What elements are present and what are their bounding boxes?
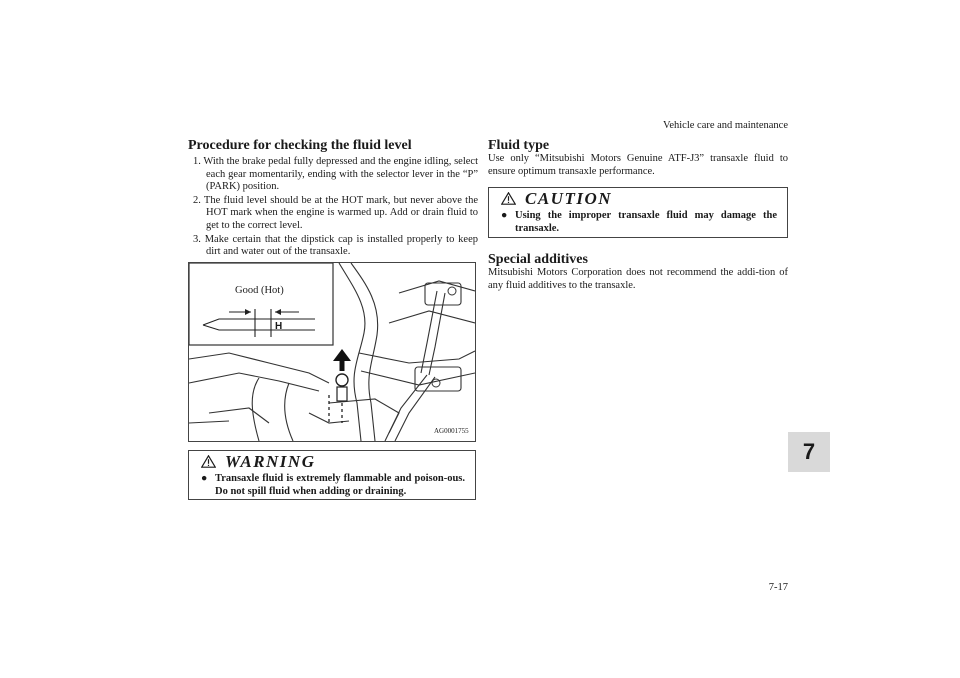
running-header: Vehicle care and maintenance bbox=[662, 120, 788, 131]
procedure-steps bbox=[188, 156, 478, 260]
hot-mark-label: H bbox=[275, 321, 283, 332]
additives-text: Mitsubishi Motors Corporation does not recommend the addi-tion of any fluid additives to the transaxle. bbox=[488, 267, 788, 291]
additives-heading: Special additives bbox=[488, 252, 588, 267]
fluid-type-heading: Fluid type bbox=[488, 138, 550, 153]
figure-code: AG0001755 bbox=[434, 427, 469, 435]
warning-title: WARNING bbox=[225, 452, 316, 471]
caution-title: CAUTION bbox=[525, 189, 613, 208]
page-number: 7-17 bbox=[768, 582, 788, 593]
inset-label: Good (Hot) bbox=[235, 285, 284, 296]
warning-triangle-icon bbox=[201, 455, 216, 468]
procedure-step-1: 1. With the brake pedal fully depressed and the engine idling, select each gear momentarily, ending with the selector lever in the “P” (PARK) position. bbox=[193, 156, 478, 193]
warning-box bbox=[188, 450, 476, 500]
procedure-step-3: 3. Make certain that the dipstick cap is installed properly to keep dirt and water out of the transaxle. bbox=[193, 233, 478, 258]
warning-triangle-icon bbox=[501, 192, 516, 205]
procedure-step-2: 2. The fluid level should be at the HOT mark, but never above the HOT mark when the engine is warmed up. Add or drain fluid to get to the correct level. bbox=[193, 194, 478, 231]
engine-bay-illustration bbox=[189, 263, 475, 441]
bullet-icon: ● bbox=[501, 210, 508, 221]
bullet-icon: ● bbox=[201, 473, 208, 484]
warning-text: Transaxle fluid is extremely flammable and poison-ous. Do not spill fluid when adding or draining. bbox=[215, 473, 465, 497]
chapter-tab: 7 bbox=[788, 432, 830, 472]
procedure-heading: Procedure for checking the fluid level bbox=[188, 138, 412, 153]
caution-header bbox=[489, 188, 787, 210]
fluid-type-text: Use only “Mitsubishi Motors Genuine ATF-J3” transaxle fluid to ensure optimum transaxle performance. bbox=[488, 153, 788, 177]
dipstick-figure bbox=[188, 262, 476, 442]
caution-text: Using the improper transaxle fluid may damage the transaxle. bbox=[515, 210, 777, 234]
caution-item bbox=[489, 210, 787, 243]
caution-box bbox=[488, 187, 788, 238]
warning-item bbox=[189, 473, 475, 506]
warning-header bbox=[189, 451, 475, 473]
